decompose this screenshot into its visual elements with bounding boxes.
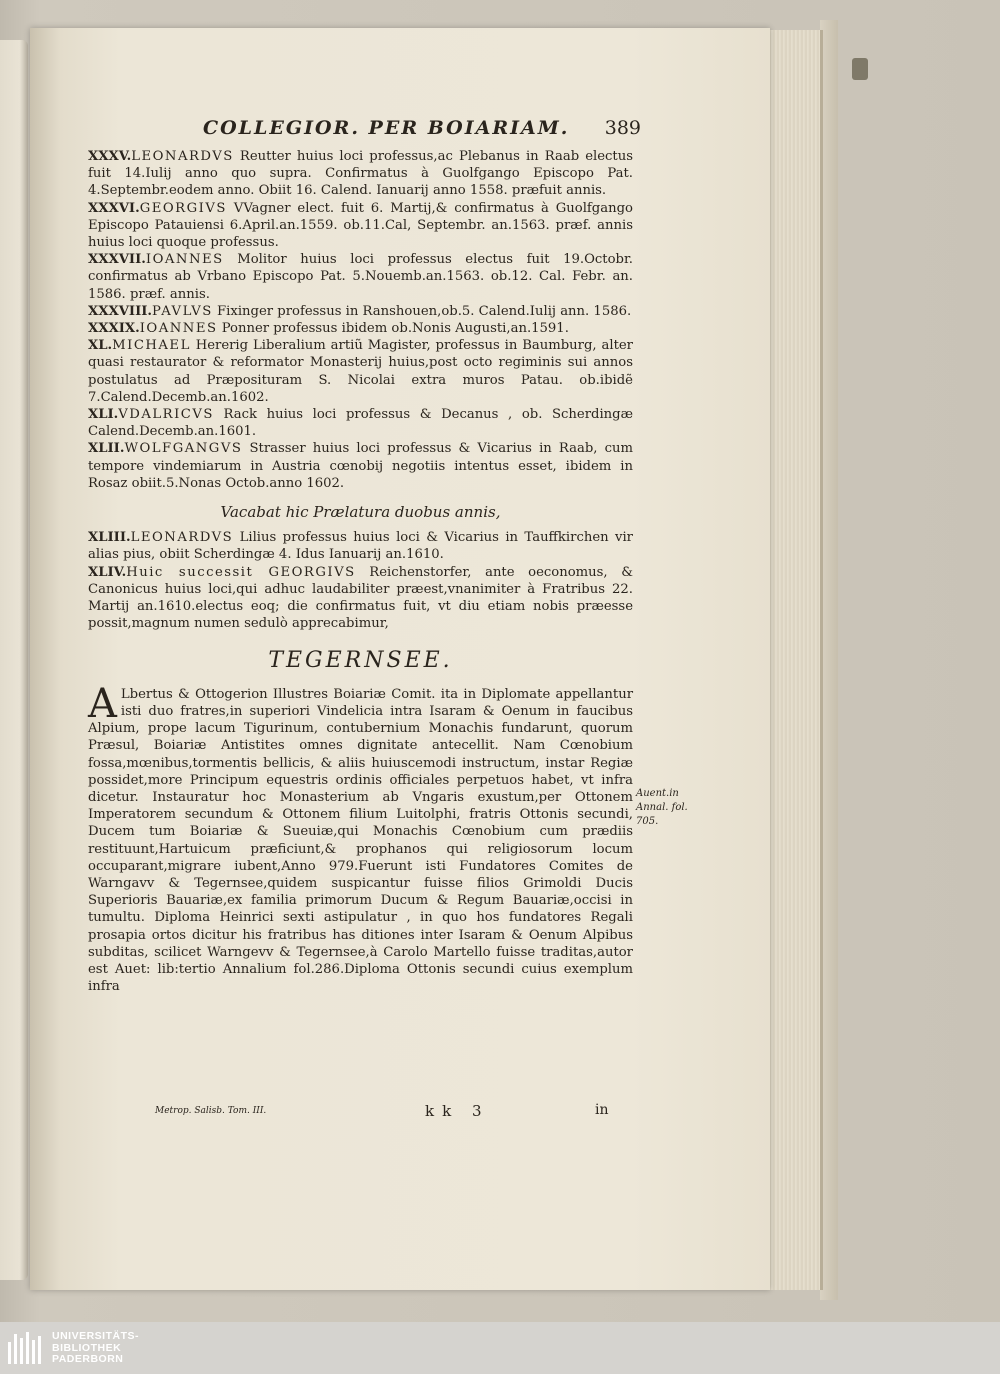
entry-name: IOANNES bbox=[145, 252, 224, 268]
entry-text: Molitor huius loci professus electus fuit 19.Octobr. confirmatus ab Vrbano Episcopo Pat. 5.Nouemb.an.1563. ob.12. Cal. Febr. an. 1586. præf. annis. bbox=[88, 252, 633, 302]
running-head bbox=[88, 117, 641, 144]
entry-text: VVagner elect. fuit 6. Martij,& confirmatus à Guolfgango Episcopo Patauiensi 6.April.an.1559. ob.11.Cal, Septembr. an.1563. præf. annis huius loci quoque professus. bbox=[88, 200, 633, 251]
facing-page-edge bbox=[0, 40, 28, 1280]
abbot-list bbox=[88, 148, 633, 492]
entry-name: PAVLVS bbox=[152, 303, 213, 319]
abbot-entry bbox=[88, 303, 633, 320]
entry-name: LEONARDVS bbox=[130, 530, 234, 546]
abbot-entry bbox=[88, 529, 633, 563]
library-logo-bar bbox=[0, 1322, 1000, 1374]
abbot-entry bbox=[88, 200, 633, 252]
entry-text: Rack huius loci professus & Decanus , ob. Scherdingæ Calend.Decemb.an.1601. bbox=[88, 407, 633, 440]
entry-name: VDALRICVS bbox=[118, 407, 214, 423]
library-name bbox=[52, 1331, 139, 1366]
entry-number: XL. bbox=[88, 338, 113, 354]
entry-name: MICHAEL bbox=[112, 338, 191, 354]
vacancy-note: Vacabat hic Prælatura duobus annis, bbox=[220, 503, 501, 522]
entry-number: XXXIX. bbox=[88, 321, 140, 337]
abbot-list-continued bbox=[88, 529, 633, 632]
body-text: Lbertus & Ottogerion Illustres Boiariæ Comit. ita in Diplomate appellantur isti duo fratres,in superiori Vindelicia intra Isaram & Oenum in faucibus Alpium, prope lacum Tigurinum, contubernium Monachis fundarunt, quorum Præsul, Boiariæ Antistites omnes dignitate antecellit. Nam Cœnobium fossa,mœnibus,tormentis bellicis, & aliis huiuscemodi instructum, instar Regiæ possidet,more Principum equestris ordinis officiales perpetuos habet, vt infra dicetur. Instauratur hoc Monasterium ab Vngaris exustum,per Ottonem Imperatorem secundum & Ottonem filium Luitolphi, fratris Ottonis secundi, Ducem tum Boiariæ & Sueuiæ,qui Monachis Cœnobium cum prædiis restituunt,Hartuicum præficiunt,& prophanos qui religiosorum locum occuparant,migrare iubent,Anno 979.Fuerunt isti Fundatores Comites de Warngavv & Tegernsee,quidem suspicantur fuisse filios Grimoldi Ducis Superioris Bauariæ,ex familia primorum Ducum & Regum Bauariæ,occisi in tumultu. Diploma Heinrici sexti astipulatur , in quo hos fundatores Regali prosapia ortos dicitur his fratribus has ditiones inter Isaram & Oenum Alpibus subditas, scilicet Warngevv & Tegernsee,à Carolo Martello fuisse traditas,autor est Auet: lib:tertio Annalium fol.286.Diploma Ottonis secundi cuius exemplum infra bbox=[88, 686, 633, 995]
drop-cap: A bbox=[88, 680, 117, 727]
entry-number: XLI. bbox=[88, 407, 119, 423]
abbot-entry bbox=[88, 320, 633, 337]
page-footer bbox=[155, 1102, 635, 1126]
entry-text: Strasser huius loci professus & Vicarius in Raab, cum tempore vindemiarum in Austria cœnobij negotiis intentus esset, ibidem in Rosaz obiit.5.Nonas Octob.anno 1602. bbox=[88, 441, 633, 491]
entry-number: XXXVI. bbox=[88, 200, 140, 216]
entry-name: Huic successit GEORGIVS bbox=[126, 564, 356, 580]
entry-name: IOANNES bbox=[139, 321, 218, 337]
entry-number: XLIII. bbox=[88, 530, 131, 546]
running-head-title: COLLEGIOR. PER BOIARIAM. bbox=[203, 117, 570, 139]
page-number: 389 bbox=[604, 117, 641, 139]
body-paragraph bbox=[88, 680, 633, 996]
entry-text: Fixinger professus in Ranshouen,ob.5. Calend.Iulij ann. 1586. bbox=[212, 303, 632, 319]
section-title: TEGERNSEE. bbox=[268, 648, 453, 674]
entry-number: XXXVII. bbox=[88, 252, 146, 268]
gathering-mark: kk 3 bbox=[425, 1102, 490, 1120]
margin-note: Auent.in Annal. fol. 705. bbox=[636, 788, 688, 827]
entry-text: Hererig Liberalium artiũ Magister, professus in Baumburg, alter quasi restaurator & reformator Monasterij huius,post octo regiminis sui annos postulatus ad Præposituram S. Nicolai extra muros Patau. ob.ibidẽ 7.Calend.Decemb.an.1602. bbox=[88, 338, 633, 405]
library-name-line2: BIBLIOTHEK bbox=[52, 1341, 122, 1354]
entry-number: XLIV. bbox=[88, 564, 127, 580]
entry-name: WOLFGANGVS bbox=[124, 441, 243, 457]
catchword: in bbox=[595, 1102, 609, 1118]
entry-text: Reutter huius loci professus,ac Plebanus in Raab electus fuit 14.Iulij anno quo supra. Confirmatus à Guolfgango Episcopo Pat. 4.Septembr.eodem anno. Obiit 16. Calend. Ianuarij anno 1558. præfuit annis. bbox=[88, 149, 633, 199]
entry-text: Ponner professus ibidem ob.Nonis Augusti,an.1591. bbox=[217, 321, 569, 337]
library-logo-icon bbox=[8, 1332, 42, 1364]
bookmark-clip bbox=[852, 58, 868, 80]
entry-number: XXXV. bbox=[88, 149, 132, 164]
entry-name: LEONARDVS bbox=[131, 149, 234, 164]
library-name-line1: UNIVERSITÄTS- bbox=[52, 1330, 140, 1342]
abbot-entry bbox=[88, 148, 633, 200]
entry-number: XLII. bbox=[88, 441, 125, 457]
abbot-entry bbox=[88, 406, 633, 440]
entry-text: Lilius professus huius loci & Vicarius in Tauffkirchen vir alias pius, obiit Scherdingæ 4. Idus Ianuarij an.1610. bbox=[88, 530, 633, 563]
abbot-entry bbox=[88, 440, 633, 492]
entry-text: Reichenstorfer, ante oeconomus, & Canonicus huius loci,qui adhuc laudabiliter præest,vnanimiter à Fratribus 22. Martij an.1610.electus eoq; die confirmatus fuit, vt diu etiam nobis præesse possit,magnum numen sedulò apprecabimur, bbox=[88, 564, 633, 632]
entry-number: XXXVIII. bbox=[88, 303, 153, 319]
library-name-line3: PADERBORN bbox=[52, 1353, 124, 1365]
footer-signature: Metrop. Salisb. Tom. III. bbox=[155, 1106, 267, 1116]
entry-name: GEORGIVS bbox=[139, 200, 227, 216]
abbot-entry bbox=[88, 564, 633, 633]
abbot-entry bbox=[88, 337, 633, 406]
abbot-entry bbox=[88, 251, 633, 303]
page-text bbox=[88, 117, 641, 995]
